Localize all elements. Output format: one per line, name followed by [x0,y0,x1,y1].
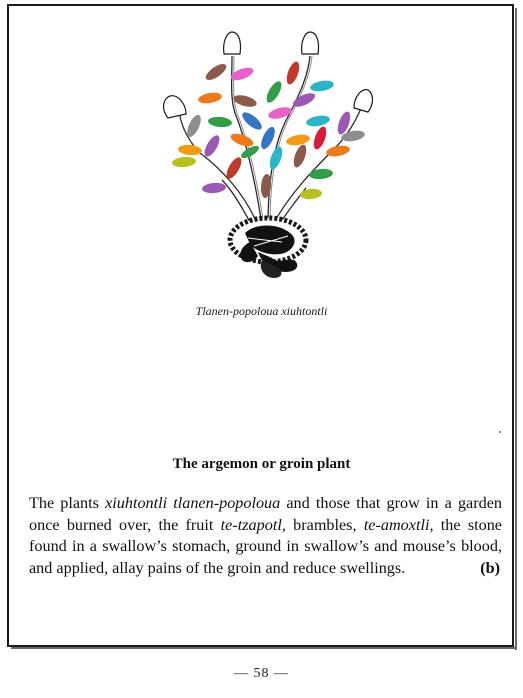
leaf [178,144,203,156]
leaf [284,60,302,86]
leaf [291,143,309,169]
flower-bud-icon [354,90,373,112]
flower-bud-icon [302,32,319,54]
reference-marker: (b) [480,558,500,577]
leaf [172,156,197,168]
leaf [208,116,233,128]
body-text-segment: The plants [29,494,106,512]
leaf [203,61,228,83]
page-number: — 58 — [234,666,289,681]
leaf [285,133,310,147]
flower-bud-icon [224,32,241,54]
leaf [309,79,334,93]
leaf [229,65,255,83]
plant-name: te-amoxtli, [363,515,434,534]
illustration-caption: Tlanen-popoloua xiuhtontli [195,304,328,318]
leaf [202,133,223,159]
leaf [325,144,350,158]
frame-shadow-bottom [11,647,517,649]
flower-bud-icon [164,96,186,118]
leaf [267,145,285,171]
section-heading: The argemon or groin plant [172,456,351,472]
fruit-name: te-tzapotl, [220,515,286,534]
leaf [305,114,330,128]
frame-shadow-right [515,8,517,650]
speck [499,431,501,433]
leaf [264,79,285,105]
leaf [300,188,323,200]
body-text-segment: the stone found in a swallow’s stomach, ground in swallow’s and mouse’s blood, and applied, allay pains of the groin and reduce swellings. [29,515,502,577]
body-paragraph [29,493,502,579]
leaf [232,93,258,109]
root-ball-icon [230,218,306,278]
leaf [197,91,222,105]
leaf [258,125,277,151]
body-text-segment: and those that grow in a garden once burned over, the fruit [29,494,502,534]
leaf [202,182,227,194]
plant-illustration-icon [150,28,380,290]
plant-name: xiuhtontli tlanen-popoloua [105,494,281,512]
leaf [311,125,329,151]
body-text-segment: brambles, [285,515,364,534]
leaf [309,168,334,180]
